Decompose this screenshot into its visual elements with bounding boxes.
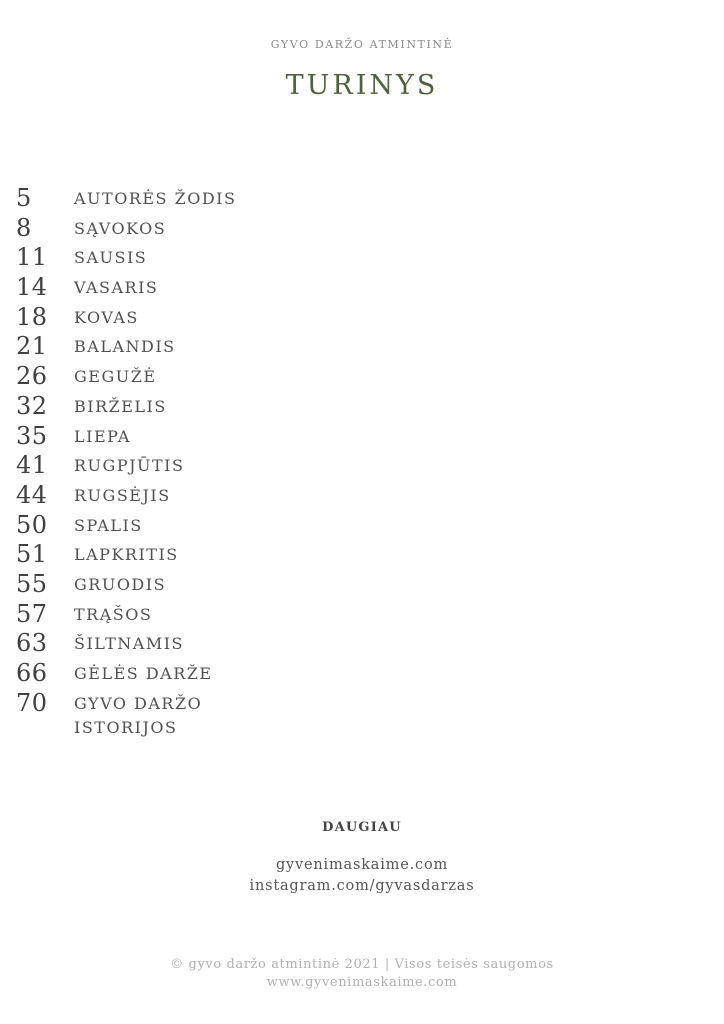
toc-label: RUGSĖJIS	[74, 485, 171, 505]
toc-page-number: 18	[16, 302, 48, 331]
toc-entry[interactable]	[16, 540, 316, 570]
toc-page-number: 50	[16, 510, 48, 539]
toc-entry[interactable]	[16, 659, 316, 689]
toc-page-number: 63	[16, 629, 48, 658]
toc-page-number: 44	[16, 480, 48, 509]
toc-label: BIRŽELIS	[74, 396, 167, 416]
toc-entry[interactable]	[16, 600, 316, 630]
toc-label: AUTORĖS ŽODIS	[74, 189, 237, 208]
toc-entry[interactable]	[16, 303, 316, 333]
toc-page-number: 5	[16, 184, 32, 212]
toc-label: TRĄŠOS	[74, 604, 153, 624]
toc-page-number: 32	[16, 391, 48, 420]
instagram-link[interactable]: instagram.com/gyvasdarzas	[249, 878, 475, 894]
copyright-url: www.gyvenimaskaime.com	[266, 975, 458, 990]
toc-entry[interactable]	[16, 273, 316, 303]
toc-label: VASARIS	[74, 278, 159, 298]
toc-label: GRUODIS	[74, 574, 167, 594]
more-heading: DAUGIAU	[322, 820, 402, 835]
toc-entry[interactable]	[16, 214, 316, 244]
toc-page-number: 8	[16, 213, 32, 242]
toc-entry[interactable]	[16, 481, 316, 511]
footer-links	[0, 855, 724, 897]
toc-label: SAUSIS	[74, 248, 148, 268]
toc-label: RUGPJŪTIS	[74, 456, 185, 476]
toc-label: GĖLĖS DARŽE	[74, 664, 213, 683]
toc-entry[interactable]	[16, 629, 316, 659]
toc-entry[interactable]	[16, 184, 316, 214]
toc-entry[interactable]	[16, 689, 316, 740]
page-title: TURINYS	[285, 70, 439, 101]
copyright-text: © gyvo daržo atmintinė 2021 | Visos teisės saugomos	[170, 957, 554, 972]
toc-page-number: 11	[16, 243, 48, 272]
toc-entry[interactable]	[16, 392, 316, 422]
toc-page-number: 70	[16, 688, 48, 717]
toc-page-number: 14	[16, 273, 48, 302]
toc-page-number: 26	[16, 362, 48, 391]
document-subtitle: GYVO DARŽO ATMINTINĖ	[270, 38, 454, 51]
toc-entry[interactable]	[16, 422, 316, 452]
toc-label: LIEPA	[74, 426, 131, 446]
website-link[interactable]: gyvenimaskaime.com	[275, 857, 449, 873]
toc-entry[interactable]	[16, 570, 316, 600]
table-of-contents	[16, 184, 316, 740]
toc-label: SPALIS	[74, 515, 143, 535]
toc-page-number: 21	[16, 332, 48, 361]
toc-entry[interactable]	[16, 362, 316, 392]
copyright-notice	[0, 956, 724, 992]
toc-page-number: 35	[16, 421, 48, 450]
toc-label: LAPKRITIS	[74, 545, 179, 565]
toc-label: KOVAS	[74, 307, 139, 327]
toc-label: BALANDIS	[74, 337, 176, 357]
toc-page-number: 57	[16, 599, 48, 628]
toc-page-number: 51	[16, 540, 48, 569]
toc-entry[interactable]	[16, 332, 316, 362]
toc-page-number: 41	[16, 451, 48, 480]
toc-page-number: 66	[16, 659, 48, 687]
toc-entry[interactable]	[16, 451, 316, 481]
toc-label: SĄVOKOS	[74, 218, 167, 238]
toc-entry[interactable]	[16, 243, 316, 273]
toc-page-number: 55	[16, 569, 48, 598]
toc-entry[interactable]	[16, 511, 316, 541]
toc-label: GYVO DARŽO ISTORIJOS	[74, 693, 203, 737]
toc-label: GEGUŽĖ	[74, 367, 157, 387]
toc-label: ŠILTNAMIS	[74, 634, 184, 654]
